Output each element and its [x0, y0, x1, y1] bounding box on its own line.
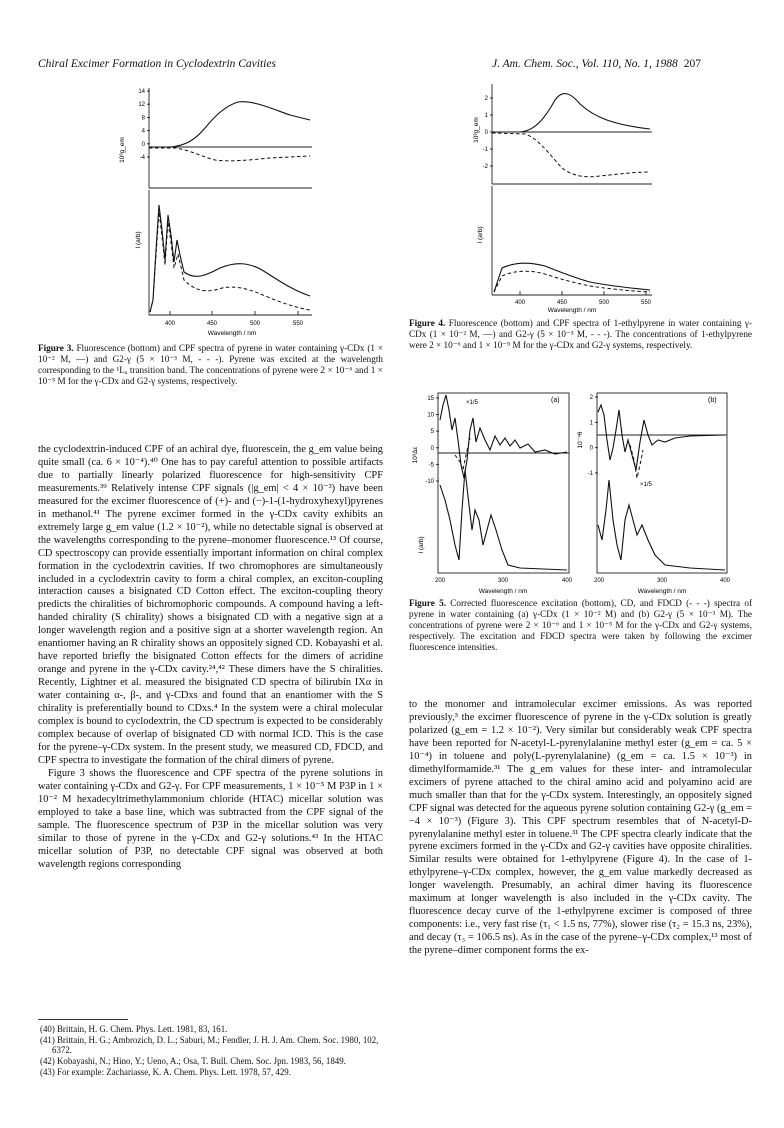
fig5a-y-tick-label: 0	[430, 445, 434, 452]
fig5a-x-tick-label: 300	[497, 578, 509, 584]
footnote-41: (41) Brittain, H. G.; Ambrozich, D. L.; Saburi, M.; Fendler, J. H. J. Am. Chem. Soc. 1980, 102, 6372.	[40, 1034, 379, 1056]
footnote-rule	[38, 1019, 128, 1020]
fig4-cpf-gammacdx	[492, 94, 650, 132]
fig3-fluor-g2gamma	[150, 212, 310, 312]
fig5a-y-tick-label: 5	[430, 429, 434, 436]
running-head-right	[492, 58, 701, 70]
fig5-y-bottom-label: I (arb)	[418, 536, 425, 554]
fig3-y-bottom-label: I (arb)	[135, 231, 142, 249]
fig4-y-tick-label: 2	[484, 96, 488, 102]
fig5-cd-b	[598, 405, 725, 470]
fig5b-x-tick-label: 200	[593, 578, 605, 584]
fig5-caption-label: Figure 5.	[409, 598, 446, 608]
right-column	[409, 699, 752, 958]
left-column	[38, 444, 383, 871]
fig5b-x-tick-label: 300	[656, 578, 668, 584]
fig3-cpf-panel	[119, 88, 312, 188]
fig3-x-tick-label: 400	[164, 321, 176, 327]
fig4-fluor-gammacdx	[494, 263, 650, 292]
fig3-y-tick-label: 12	[138, 102, 145, 109]
fig5-cd-a	[440, 395, 567, 478]
journal-citation: J. Am. Chem. Soc., Vol. 110, No. 1, 1988	[492, 58, 678, 70]
fig3-cpf-g2gamma	[149, 148, 310, 161]
fig4-x-tick-label: 550	[640, 300, 652, 306]
fig5-fdcd-b	[630, 445, 643, 478]
fig3-caption-text: Fluorescence (bottom) and CPF spectra of pyrene in water containing γ-CDx (1 × 10⁻² M, —) and G2-γ (5 × 10⁻³ M, - - -). Pyrene was excited at the wavelength corresponding to the ¹Lₐ transition band. The concentrations of pyrene were 2 × 10⁻⁶ and 1 × 10⁻⁵ M for the γ-CDx and G2-γ systems, respectively.	[38, 343, 384, 387]
fig5-scale-a: ×1/5	[466, 400, 478, 406]
fig4-caption	[409, 318, 752, 351]
left-paragraph-2: Figure 3 shows the fluorescence and CPF spectra of the pyrene solutions in water containing γ-CDx and G2-γ. For CPF measurements, 1 × 10⁻⁵ M P3P in 1 × 10⁻² M hexadecyltrimethylammonium chloride (HTAC) micellar solution was employed to take a base line, which was subtracted from the CPF signal of the sample. The fluorescence spectrum of P3P in the micellar solution was very similar to those of pyrene in the γ-CDx and G2-γ solutions.⁴³ In the HTAC micellar solution of P3P, no detectable CPF signal was observed at both wavelength regions corresponding	[38, 767, 383, 870]
fig4-y-bottom-label: I (arb)	[477, 226, 484, 244]
fig5-scale-b: ×1/5	[640, 482, 652, 488]
fig4-y-tick-label: -1	[482, 147, 488, 153]
fig3-y-tick-label: 0	[141, 141, 145, 148]
fig3-x-tick-label: 550	[292, 321, 304, 327]
fig5-panel-a	[412, 393, 573, 584]
fig3-caption	[38, 343, 383, 387]
fig3-y-tick-label: 4	[141, 128, 145, 135]
fig5-caption	[409, 598, 752, 653]
fig3-x-tick-label: 450	[206, 321, 218, 327]
fig5a-y-tick-label: -10	[425, 479, 434, 485]
footnotes	[38, 1024, 383, 1078]
fig5-xlabel-a: Wavelength / nm	[478, 588, 528, 595]
fig4-x-tick-label: 450	[556, 300, 568, 306]
footnote-43: (43) For example: Zachariasse, K. A. Chem. Phys. Lett. 1978, 57, 429.	[40, 1066, 291, 1077]
fig5-caption-text: Corrected fluorescence excitation (bottom), CD, and FDCD (- - -) spectra of pyrene in water containing (a) γ-CDx (1 × 10⁻² M) and (b) G2-γ (5 × 10⁻³ M). The concentrations of pyrene were 2 × 10⁻⁶ and 1 × 10⁻⁵ M for the γ-CDx and G2-γ systems, respectively. The excitation and FDCD spectra were taken by following the excimer fluorescence intensities.	[409, 598, 753, 653]
fig5-panel-b-label: (b)	[708, 397, 717, 404]
fig3-fluorescence-panel	[135, 190, 312, 337]
page-number: 207	[683, 58, 702, 70]
footnote-42: (42) Kobayashi, N.; Hino, Y.; Ueno, A.; Osa, T. Bull. Chem. Soc. Jpn. 1983, 56, 1849.	[40, 1056, 346, 1067]
fig4-fluor-g2gamma	[494, 271, 650, 292]
fig3-y-top-label: 10³g_em	[119, 137, 126, 163]
fig4-y-tick-label: -2	[482, 164, 488, 170]
fig5-panel-b	[577, 393, 731, 584]
fig5-fdcd-a	[455, 438, 470, 470]
fig4-fluorescence-panel	[477, 186, 652, 314]
fig4-y-tick-label: 1	[484, 113, 488, 119]
footnote-40: (40) Brittain, H. G. Chem. Phys. Lett. 1981, 83, 161.	[40, 1024, 228, 1034]
fig4-cpf-g2gamma	[492, 133, 650, 177]
fig3-y-tick-label: 14	[138, 89, 145, 95]
fig4-caption-text: Fluorescence (bottom) and CPF spectra of 1-ethylpyrene in water containing γ-CDx (1 × 10⁻² M, —) and G2-γ (5 × 10⁻³ M, - - -). The concentrations of 1-ethylpyrene were 2 × 10⁻⁶ and 1 × 10⁻⁵ M for the γ-CDx and G2-γ systems, respectively.	[409, 318, 753, 351]
fig4-y-top-label: 10³g_em	[473, 117, 480, 143]
fig4-x-tick-label: 500	[598, 300, 610, 306]
fig5b-y-tick-label: 0	[589, 445, 593, 452]
fig5-y-a-label: 10³Δε	[412, 446, 419, 464]
running-head-left: Chiral Excimer Formation in Cyclodextrin Cavities	[38, 58, 276, 70]
fig5a-y-tick-label: 15	[427, 396, 434, 402]
fig3-y-tick-label: 8	[141, 115, 145, 122]
fig5-panel-a-label: (a)	[551, 397, 560, 404]
fig3-xlabel: Wavelength / nm	[207, 330, 257, 337]
fig3-y-tick-label: -4	[139, 155, 145, 161]
fig5b-y-tick-label: 1	[589, 420, 593, 427]
fig3-fluor-gammacdx	[150, 205, 310, 312]
fig4-y-tick-label: 0	[484, 130, 488, 136]
fig5-exc-a	[440, 470, 567, 570]
fig5b-x-tick-label: 400	[719, 578, 731, 584]
fig3-cpf-gammacdx	[149, 102, 310, 147]
fig5a-x-tick-label: 200	[434, 578, 446, 584]
fig5b-y-tick-label: 2	[589, 395, 593, 401]
fig5-xlabel-b: Wavelength / nm	[637, 588, 687, 595]
fig5a-x-tick-label: 400	[561, 578, 573, 584]
fig5-exc-b	[598, 480, 725, 570]
fig3-x-tick-label: 500	[249, 321, 261, 327]
fig4-xlabel: Wavelength / nm	[547, 307, 597, 314]
left-paragraph-1: the cyclodextrin-induced CPF of an achiral dye, fluorescein, the g_em value being quite small (ca. 6 × 10⁻⁴).⁴⁰ One has to pay careful attention to possible artifacts due to partially linearly polarized fluorescence for high-sensitivity CPF measurements.³⁹ Relatively intense CPF signals (|g_em| < 4 × 10⁻³) have been measured for the excimer fluorescence of (+)- and (−)-1-(1-hydroxyhexyl)pyrenes in methanol.⁴¹ The pyrene excimer formed in the γ-CDx cavity exhibits an extremely large g_em value (1.2 × 10⁻²), while no detectable signal is observed at the wavelengths corresponding to the pyrene–monomer fluorescence.¹³ Of course, CD spectroscopy can provide essentially important information on chiral complex formation in the cyclodextrin cavities. If two chromophores are simultaneously included in a cyclodextrin cavity to form a chiral complex, an exciton-coupling interaction causes a bisignated CD Cotton effect. The exciton-coupling theory predicts the chiralities of bichromophoric compounds. A compound having a left-handed chirality (S chirality) shows a bisignated CD with a negative sign at a longer wavelength region and a positive sign at a shorter wavelength region. An enantiomer having an R chirality shows an oppositely signed CD. Kobayashi et al. have reported briefly the bisignated Cotton effects for the dimers of acridine orange and pyrene in the γ-CDx cavity.²⁴,⁴² These dimers have the S chiralities. Recently, Lightner et al. measured the bisignated CD spectra of bilirubin IXα in water containing α-, β-, and γ-CDxs and found that an enantiomer with the S chirality is preferentially bound to CDxs.⁴ In the system were a chiral molecular complex is bound to cyclodextrin, the CD spectrum is expected to be considerably complex because of overlap of bisignated CD with normal ICD. This is the case for the pyrene–γ-CDx system. In the present study, we measured CD, FDCD, and CPF spectra to investigate the formation of the chiral dimers of pyrene.	[38, 444, 383, 766]
right-paragraph-1: to the monomer and intramolecular excimer emissions. As was reported previously,³ the excimer fluorescence of pyrene in the γ-CDx solution is greatly polarized (g_em = 1.2 × 10⁻²). Very similar but considerably weak CPF spectra have been reported for N-acetyl-L-pyrenylalanine methyl ester (g_em = ca. 5 × 10⁻⁴) in toluene and poly(L-pyrenylalanine) (g_em = ca. 1.5 × 10⁻³) in dimethylformamide.³¹ The g_em values for these inter- and intramolecular excimers of pyrene attached to the chiral amino acid and polyamino acid are much smaller than that for the γ-CDx system. Interestingly, an oppositely signed CPF signal was detected for the aqueous pyrene solution containing G2-γ (g_em = −4 × 10⁻³) (Figure 3). This CPF spectrum resembles that of N-acetyl-D-pyrenylalanine methyl ester in toluene.³¹ The CPF spectra clearly indicate that the pyrene excimers formed in the γ-CDx and G2-γ cavities have opposite chiralities. Similar results were obtained for 1-ethylpyrene (Figure 4). In the case of 1-ethylpyrene–γ-CDx complex, however, the g_em value markedly decreased as longer wavelength. Presumably, an achiral dimer having its fluorescence maximum at longer wavelength is also included in the γ-CDx cavity. The fluorescence decay curve of the 1-ethylpyrene excimer is composed of three components: i.e., very fast rise (τ₁ < 1.5 ns, 77%), slower rise (τ₂ = 15.3 ns, 23%), and decay (τ₃ = 106.5 ns). As in the case of the pyrene–γ-CDx complex,¹³ most of the pyrene–dimer component forms the ex-	[409, 699, 752, 957]
fig5-y-b-label: 10⁻⁴θ	[577, 431, 584, 449]
fig4-x-tick-label: 400	[514, 300, 526, 306]
fig5a-y-tick-label: 10	[427, 412, 434, 419]
fig4-cpf-panel	[473, 84, 652, 184]
fig5b-y-tick-label: -1	[587, 471, 593, 477]
fig3-caption-label: Figure 3.	[38, 343, 74, 353]
fig5a-y-tick-label: -5	[428, 462, 434, 469]
fig4-caption-label: Figure 4.	[409, 318, 446, 328]
